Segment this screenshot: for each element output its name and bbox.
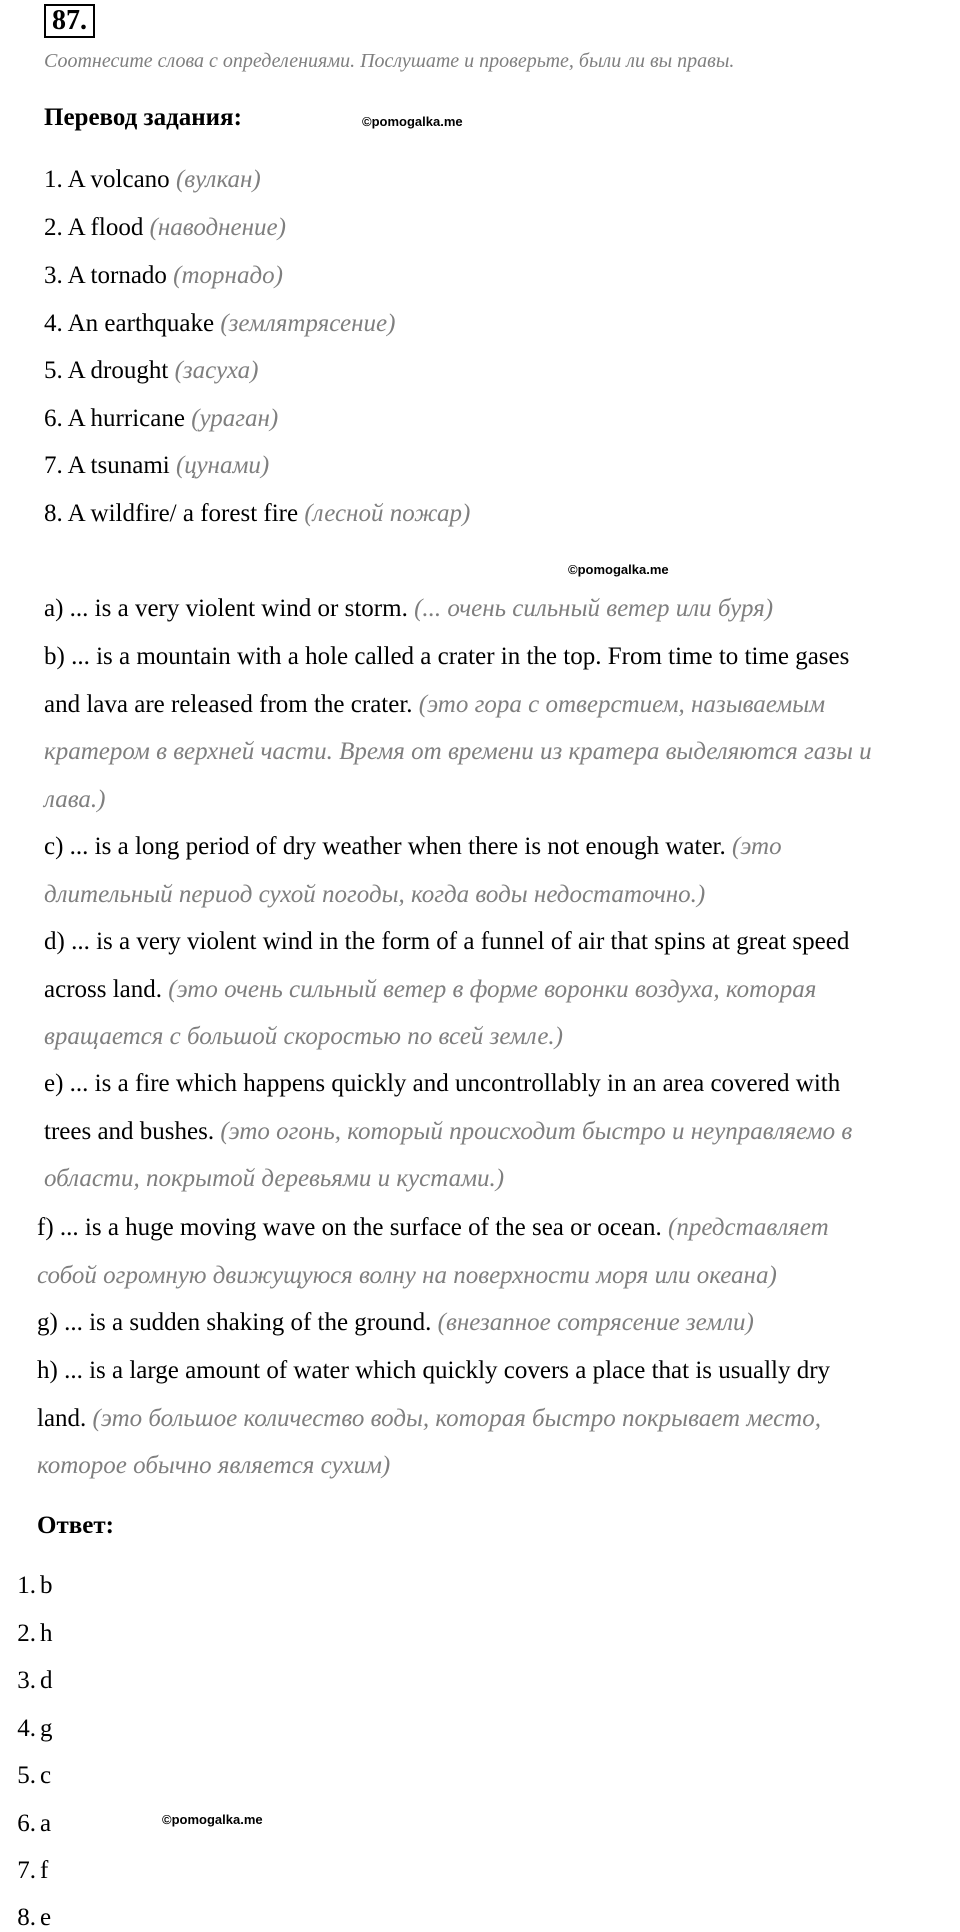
definition-text: b) ... is a mountain with a hole called a crater in the top. From time to time gases xyxy=(44,643,850,670)
definition-translation: (это очень сильный ветер в форме воронки воздуха, которая xyxy=(168,975,817,1003)
answer-item xyxy=(0,1762,51,1790)
word-english: 8. A wildfire/ a forest fire xyxy=(44,500,299,527)
answer-number: 7. xyxy=(17,1857,36,1884)
word-translation: (землятрясение) xyxy=(220,310,396,337)
translation-heading: Перевод задания: xyxy=(44,104,242,131)
answer-item xyxy=(0,1715,53,1743)
answer-number: 1. xyxy=(17,1572,36,1599)
definition-line xyxy=(37,1347,830,1395)
definition-translation: вращается с большой скоростью по всей земле.) xyxy=(44,1023,564,1050)
definition-line xyxy=(44,1155,852,1203)
definition-translation: (это гора с отверстием, называемым xyxy=(418,690,826,718)
answer-letter: f xyxy=(40,1857,49,1884)
definition-line xyxy=(44,728,872,776)
word-item xyxy=(44,310,395,338)
answer-letter: g xyxy=(40,1715,53,1742)
watermark-3: ©pomogalka.me xyxy=(162,1812,263,1827)
word-item xyxy=(44,166,261,194)
definition-line xyxy=(44,1060,852,1108)
word-english: 1. A volcano xyxy=(44,166,170,193)
answer-item xyxy=(0,1904,51,1932)
definition-text: and lava are released from the crater. xyxy=(44,690,419,718)
answer-number: 5. xyxy=(17,1762,36,1789)
word-translation: (торнадо) xyxy=(173,262,283,289)
word-translation: (вулкан) xyxy=(175,166,261,193)
word-translation: (ураган) xyxy=(191,405,279,432)
definition-translation: области, покрытой деревьями и кустами.) xyxy=(44,1165,505,1192)
definition-translation: лава.) xyxy=(44,785,106,813)
definition-item xyxy=(37,1299,754,1347)
definition-text: trees and bushes. xyxy=(44,1117,221,1145)
word-translation: (засуха) xyxy=(174,357,259,384)
definition-line xyxy=(44,1108,852,1156)
word-english: 3. A tornado xyxy=(44,262,167,289)
definition-text: d) ... is a very violent wind in the form of a funnel of air that spins at great speed xyxy=(44,928,850,955)
definition-translation: (представляет xyxy=(668,1214,829,1241)
word-english: 6. A hurricane xyxy=(44,405,185,432)
word-item xyxy=(44,500,470,528)
definition-text: across land. xyxy=(44,975,169,1003)
definition-text: f) ... is a huge moving wave on the surface of the sea or ocean. xyxy=(37,1214,669,1241)
definition-translation: (это огонь, который происходит быстро и неуправляемо в xyxy=(220,1117,853,1145)
answer-item xyxy=(0,1857,48,1885)
word-translation: (наводнение) xyxy=(149,214,286,241)
answer-number: 6. xyxy=(17,1810,36,1837)
definition-text: c) ... is a long period of dry weather when there is not enough water. xyxy=(44,833,732,860)
definition-translation: кратером в верхней части. Время от времени из кратера выделяются газы и xyxy=(44,738,872,765)
definition-line xyxy=(44,633,872,681)
definition-item xyxy=(44,1060,852,1203)
definition-item xyxy=(37,1204,829,1299)
definition-line xyxy=(44,871,782,919)
definition-item xyxy=(44,918,849,1061)
word-item xyxy=(44,357,258,385)
definition-text: a) ... is a very violent wind or storm. xyxy=(44,595,415,622)
answer-item xyxy=(0,1620,53,1648)
watermark-2: ©pomogalka.me xyxy=(568,562,669,577)
answer-number: 8. xyxy=(17,1904,36,1931)
definition-item xyxy=(44,585,773,633)
definition-line xyxy=(37,1252,829,1300)
word-item xyxy=(44,214,286,242)
answer-number: 3. xyxy=(17,1667,36,1694)
word-item xyxy=(44,452,269,480)
definition-translation: которое обычно является сухим) xyxy=(37,1452,391,1479)
definition-line xyxy=(37,1204,829,1252)
definition-translation: (это xyxy=(732,833,782,860)
word-item xyxy=(44,405,278,433)
definition-line xyxy=(44,966,849,1014)
word-english: 5. A drought xyxy=(44,357,169,384)
word-english: 7. A tsunami xyxy=(44,452,170,479)
word-translation: (лесной пожар) xyxy=(304,500,471,527)
definition-translation: (это большое количество воды, которая быстро покрывает место, xyxy=(92,1404,821,1432)
watermark-1: ©pomogalka.me xyxy=(362,114,463,129)
definition-translation: длительный период сухой погоды, когда воды недостаточно.) xyxy=(44,880,706,908)
definition-line xyxy=(44,918,849,966)
definition-line xyxy=(44,681,872,729)
definition-line xyxy=(44,776,872,824)
definition-line xyxy=(37,1395,830,1443)
answer-heading: Ответ: xyxy=(37,1512,114,1539)
definition-item xyxy=(44,823,782,918)
task-instruction: Соотнесите слова с определениями. Послушате и проверьте, были ли вы правы. xyxy=(44,50,735,72)
definition-item xyxy=(37,1347,830,1490)
definition-text: h) ... is a large amount of water which quickly covers a place that is usually dry xyxy=(37,1357,831,1384)
definition-line xyxy=(44,823,782,871)
task-number: 87. xyxy=(44,4,95,38)
definition-translation: собой огромную движущуюся волну на поверхности моря или океана) xyxy=(37,1261,777,1289)
answer-letter: a xyxy=(40,1810,52,1837)
answer-number: 4. xyxy=(17,1715,36,1742)
definition-line xyxy=(44,1013,849,1061)
definition-translation: (... очень сильный ветер или буря) xyxy=(414,595,774,622)
answer-item xyxy=(0,1667,53,1695)
definition-text: land. xyxy=(37,1404,93,1432)
answer-letter: d xyxy=(40,1667,53,1694)
answer-letter: b xyxy=(40,1572,53,1599)
definition-line xyxy=(37,1299,754,1347)
answer-letter: e xyxy=(40,1904,52,1931)
definition-item xyxy=(44,633,872,823)
word-english: 4. An earthquake xyxy=(44,310,215,337)
answer-number: 2. xyxy=(17,1620,36,1647)
answer-letter: c xyxy=(40,1762,52,1789)
definition-line xyxy=(37,1442,830,1490)
definition-text: g) ... is a sudden shaking of the ground. xyxy=(37,1309,438,1336)
word-english: 2. A flood xyxy=(44,214,144,241)
definition-text: e) ... is a fire which happens quickly and uncontrollably in an area covered with xyxy=(44,1070,841,1097)
definition-line xyxy=(44,585,773,633)
answer-item xyxy=(0,1810,51,1838)
answer-item xyxy=(0,1572,53,1600)
word-translation: (цунами) xyxy=(175,452,270,479)
answer-letter: h xyxy=(40,1620,53,1647)
word-item xyxy=(44,262,283,290)
definition-translation: (внезапное сотрясение земли) xyxy=(437,1309,754,1336)
